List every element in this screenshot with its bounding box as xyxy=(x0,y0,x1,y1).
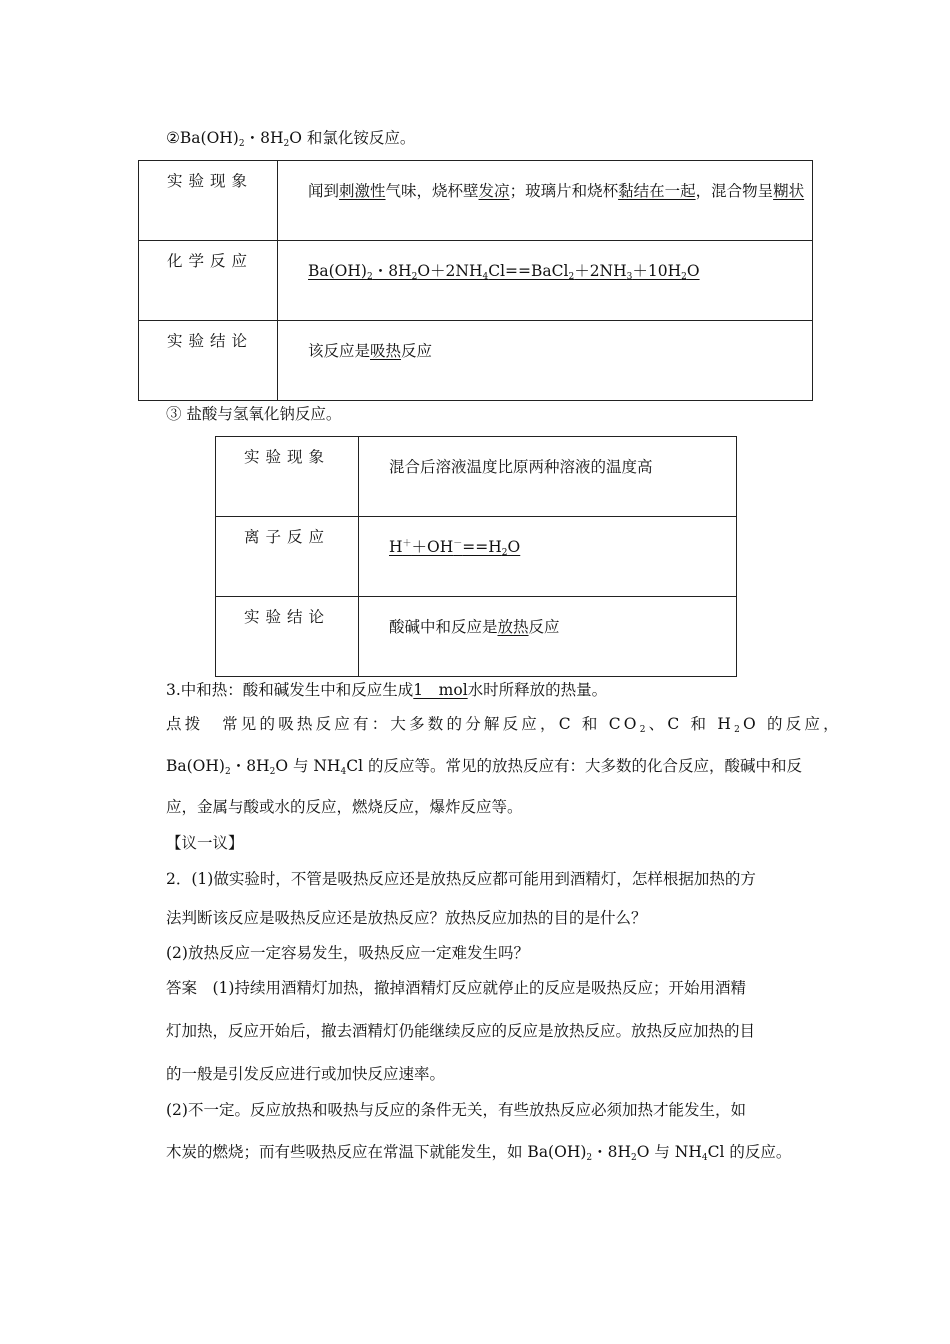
row-label: 离子反应 xyxy=(216,517,359,597)
tip-line-3: 应，金属与酸或水的反应，燃烧反应，爆炸反应等。 xyxy=(166,798,523,816)
row-label: 实验结论 xyxy=(139,321,278,401)
row-value: 酸碱中和反应是放热反应 xyxy=(359,597,737,677)
tip-line-2: $Ba(OH)_2$・$8H_2O$ 与 $NH_4Cl$ 的反应等。常见的放热反应有：大多数的化合反应，酸碱中和反 xyxy=(166,757,802,777)
row-label: 实验现象 xyxy=(139,161,278,241)
answer-line-4: (2)不一定。反应放热和吸热与反应的条件无关，有些放热反应必须加热才能发生，如 xyxy=(166,1101,746,1119)
neutralization-heat-paragraph: 3.中和热：酸和碱发生中和反应生成1 mol水时所释放的热量。 xyxy=(166,681,608,699)
table-row xyxy=(216,517,737,597)
question-line-1: 2．(1)做实验时，不管是吸热反应还是放热反应都可能用到酒精灯，怎样根据加热的方 xyxy=(166,870,756,888)
table-row xyxy=(139,161,813,241)
table-row xyxy=(139,241,813,321)
tip-line-1: 点拨 常见的吸热反应有：大多数的分解反应，C 和 $CO_2$、C 和 $H_2O$ 的反应， xyxy=(166,715,842,735)
exp3-heading: ③ 盐酸与氢氧化钠反应。 xyxy=(166,405,342,423)
discuss-title: 【议一议】 xyxy=(166,834,244,852)
row-label: 实验现象 xyxy=(216,437,359,517)
exp2-heading: $②Ba(OH)_2$・$8H_2O$ 和氯化铵反应。 xyxy=(166,129,416,149)
question-line-2: 法判断该反应是吸热反应还是放热反应？放热反应加热的目的是什么？ xyxy=(166,909,647,927)
table-row xyxy=(139,321,813,401)
equation: $Ba(OH)_2$・$8H_2O+2NH_4Cl==BaCl_2+2NH_3+10H_2O$ xyxy=(308,262,700,282)
answer-line-1: 答案 (1)持续用酒精灯加热，撤掉酒精灯反应就停止的反应是吸热反应；开始用酒精 xyxy=(166,979,746,997)
exp2-table xyxy=(138,160,813,401)
equation: $H^++OH^-==H_2O$ xyxy=(389,538,521,558)
answer-line-5: 木炭的燃烧；而有些吸热反应在常温下就能发生，如 $Ba(OH)_2$・$8H_2O$ 与 $NH_4Cl$ 的反应。 xyxy=(166,1143,792,1163)
row-value: 闻到刺激性气味，烧杯壁发凉；玻璃片和烧杯黏结在一起，混合物呈糊状 xyxy=(278,161,813,241)
table-row xyxy=(216,597,737,677)
row-value xyxy=(359,517,737,597)
row-value: 混合后溶液温度比原两种溶液的温度高 xyxy=(359,437,737,517)
table-row xyxy=(216,437,737,517)
row-label: 实验结论 xyxy=(216,597,359,677)
exp3-table xyxy=(215,436,737,677)
row-value xyxy=(278,241,813,321)
answer-line-2: 灯加热，反应开始后，撤去酒精灯仍能继续反应的反应是放热反应。放热反应加热的目 xyxy=(166,1022,756,1040)
answer-line-3: 的一般是引发反应进行或加快反应速率。 xyxy=(166,1065,446,1083)
row-value: 该反应是吸热反应 xyxy=(278,321,813,401)
row-label: 化学反应 xyxy=(139,241,278,321)
question-line-3: (2)放热反应一定容易发生，吸热反应一定难发生吗？ xyxy=(166,944,529,962)
